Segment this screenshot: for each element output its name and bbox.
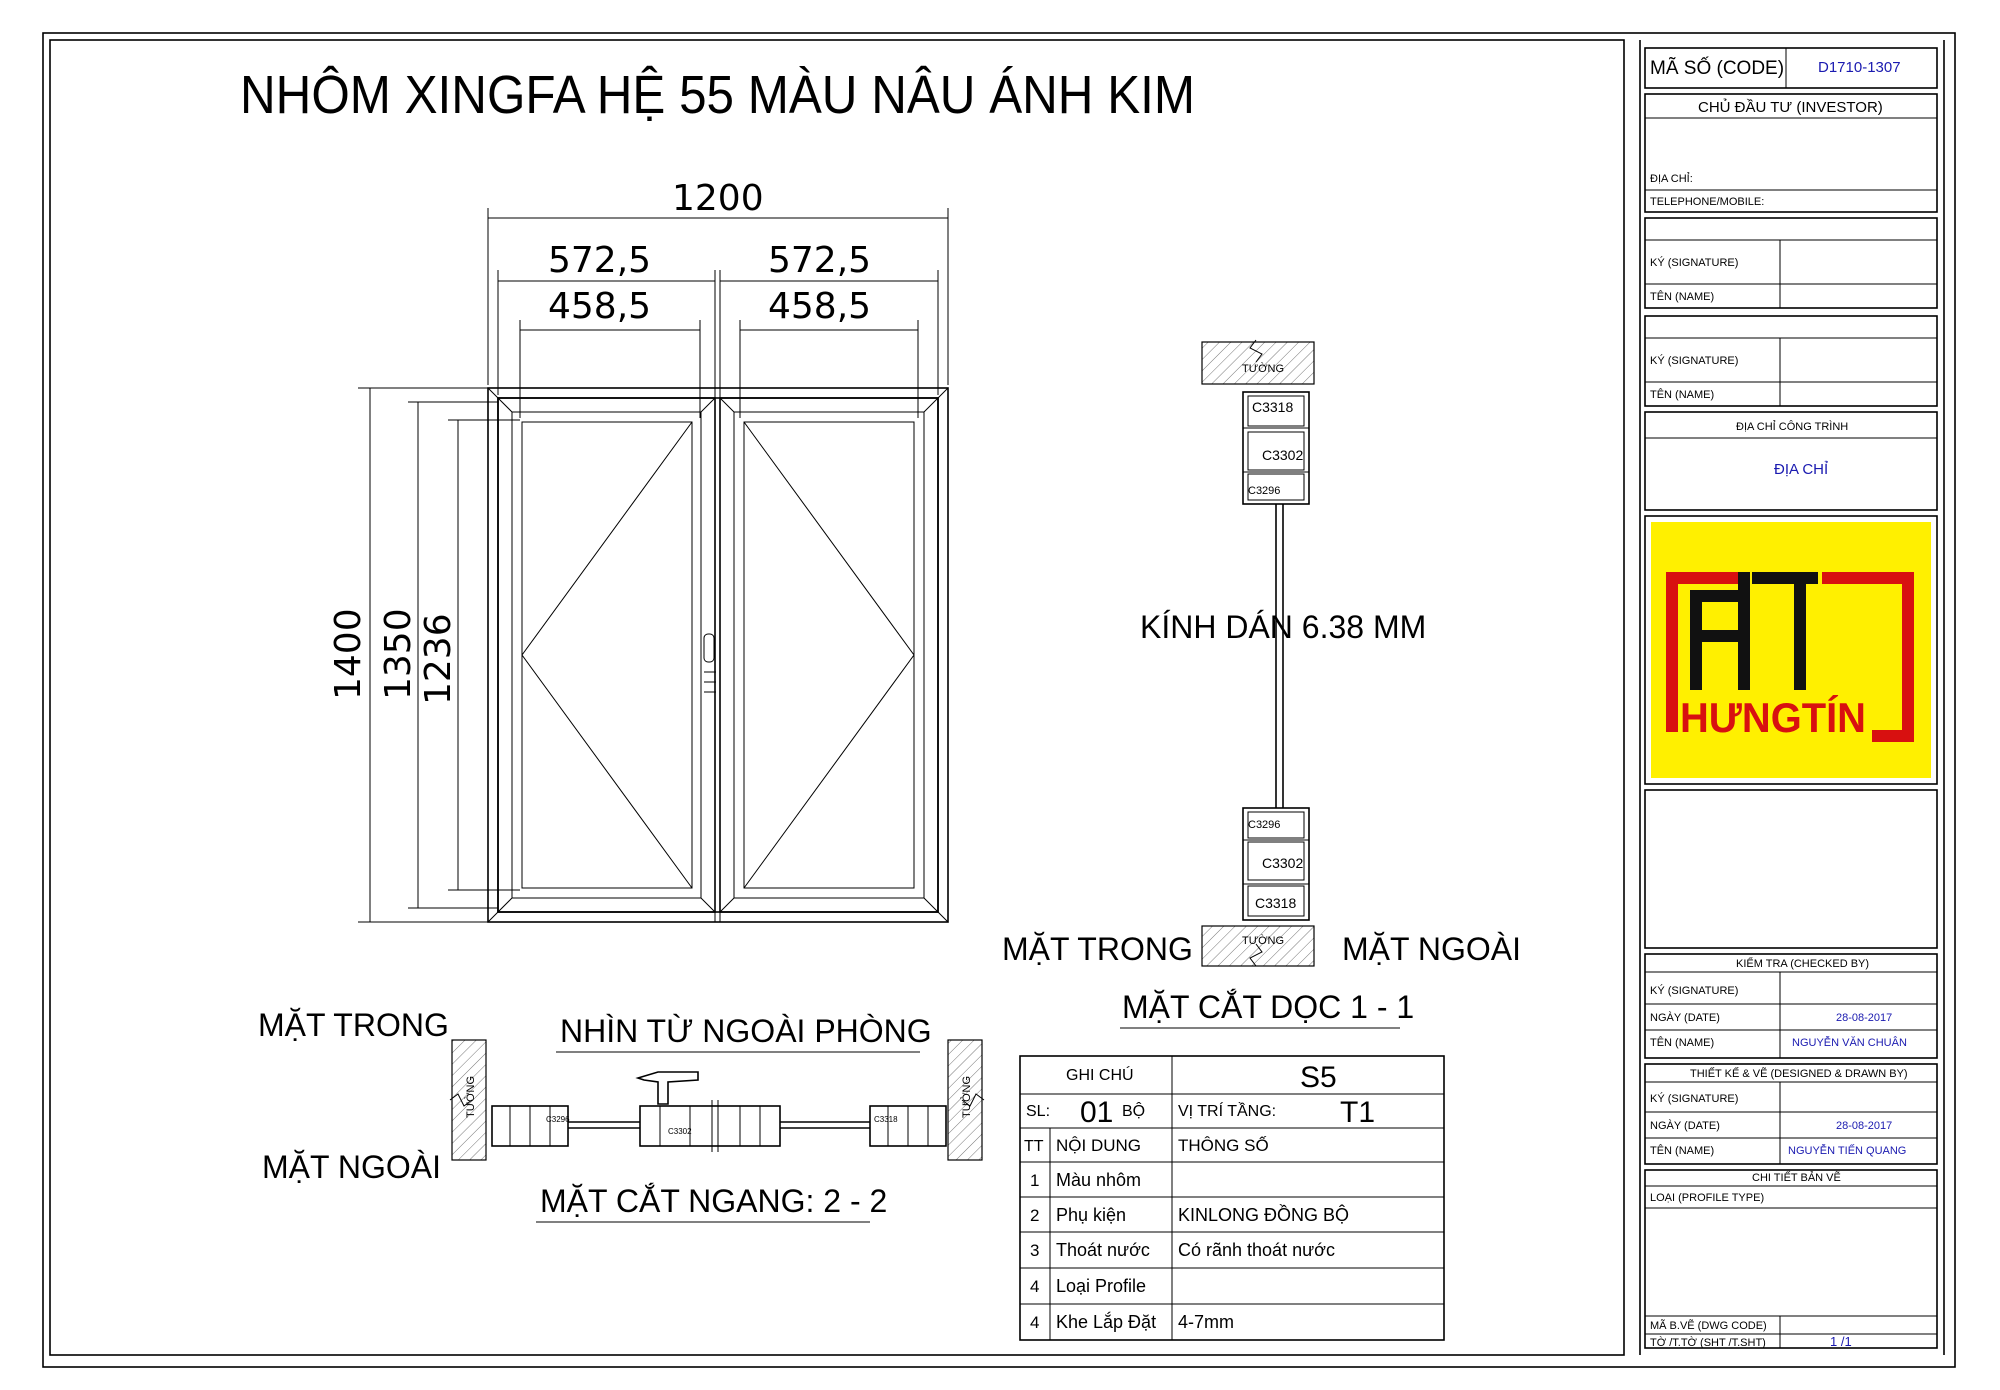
qty-value: 01 (1080, 1096, 1114, 1129)
sheet-label: TỜ /T.TỜ (SHT /T.SHT) (1650, 1337, 1766, 1349)
title-block (1640, 40, 1944, 1355)
profile-type-label: LOẠI (PROFILE TYPE) (1650, 1192, 1765, 1204)
row-no: 4 (1030, 1277, 1040, 1296)
sheet-value: 1 /1 (1830, 1334, 1852, 1349)
dim-overall-height: 1400 (328, 608, 369, 700)
horizontal-section-caption: MẶT CẮT NGANG: 2 - 2 (540, 1183, 888, 1219)
row-no: 2 (1030, 1206, 1040, 1225)
row-param: KINLONG ĐỒNG BỘ (1178, 1205, 1350, 1225)
dim-leaf-width-right: 572,5 (768, 240, 872, 281)
name-label: TÊN (NAME) (1650, 291, 1715, 303)
wall-label-left: TƯỜNG (465, 1075, 477, 1118)
checked-name: NGUYỄN VĂN CHUÂN (1792, 1037, 1907, 1049)
col-no: TT (1024, 1138, 1044, 1155)
inside-label-horizontal: MẶT TRONG (258, 1007, 449, 1043)
profile-bottom-3: C3318 (1255, 895, 1297, 911)
dim-glass-width-right: 458,5 (768, 286, 872, 327)
date-label: NGÀY (DATE) (1650, 1012, 1720, 1024)
project-address-value: ĐỊA CHỈ (1774, 461, 1829, 478)
row-param: Có rãnh thoát nước (1178, 1240, 1335, 1260)
logo-text: HƯNGTÍN (1680, 694, 1866, 741)
dim-overall-width: 1200 (672, 178, 764, 219)
row-content: Loại Profile (1056, 1276, 1147, 1296)
investor-label: CHỦ ĐẦU TƯ (INVESTOR) (1698, 99, 1883, 116)
note-header: GHI CHÚ (1066, 1067, 1134, 1084)
qty-label: SL: (1026, 1103, 1051, 1120)
h-profile-left: C3296 (546, 1115, 570, 1124)
signature-label: KÝ (SIGNATURE) (1650, 355, 1739, 367)
signature-label: KÝ (SIGNATURE) (1650, 985, 1739, 997)
row-param: 4-7mm (1178, 1312, 1235, 1332)
horizontal-section (258, 1007, 984, 1222)
floor-value: T1 (1340, 1096, 1376, 1129)
company-logo (1651, 522, 1931, 778)
dim-glass-width-left: 458,5 (548, 286, 652, 327)
designed-header: THIẾT KẾ & VẼ (DESIGNED & DRAWN BY) (1690, 1068, 1908, 1080)
signature-label: KÝ (SIGNATURE) (1650, 1093, 1739, 1105)
checked-header: KIỂM TRA (CHECKED BY) (1736, 958, 1870, 970)
profile-bottom-1: C3296 (1248, 819, 1281, 831)
row-no: 1 (1030, 1171, 1040, 1190)
phone-label: TELEPHONE/MOBILE: (1650, 196, 1765, 208)
wall-label-bottom: TƯỜNG (1242, 935, 1285, 947)
profile-top-3: C3296 (1248, 485, 1281, 497)
row-content: Khe Lắp Đặt (1056, 1312, 1157, 1332)
vertical-section-caption: MẶT CẮT DỌC 1 - 1 (1122, 989, 1415, 1025)
project-address-label: ĐỊA CHỈ CÔNG TRÌNH (1736, 421, 1849, 433)
profile-bottom-2: C3302 (1262, 855, 1304, 871)
name-label: TÊN (NAME) (1650, 1037, 1715, 1049)
door-code: S5 (1300, 1061, 1337, 1094)
h-profile-center: C3302 (668, 1127, 692, 1136)
designed-name: NGUYỄN TIẾN QUANG (1788, 1145, 1907, 1157)
name-label: TÊN (NAME) (1650, 1145, 1715, 1157)
h-profile-right: C3318 (874, 1115, 898, 1124)
code-label: MÃ SỐ (CODE) (1650, 58, 1785, 79)
vertical-section (1002, 340, 1521, 1028)
row-content: Thoát nước (1056, 1240, 1150, 1260)
inside-label-vertical: MẶT TRONG (1002, 931, 1193, 967)
signature-label: KÝ (SIGNATURE) (1650, 257, 1739, 269)
view-label: NHÌN TỪ NGOÀI PHÒNG (560, 1013, 932, 1049)
glass-label: KÍNH DÁN 6.38 MM (1140, 609, 1427, 645)
profile-top-2: C3302 (1262, 447, 1304, 463)
profile-top-1: C3318 (1252, 399, 1294, 415)
row-content: Màu nhôm (1056, 1170, 1142, 1190)
dim-leaf-width-left: 572,5 (548, 240, 652, 281)
handle-icon (704, 634, 714, 662)
drawing-title: NHÔM XINGFA HỆ 55 MÀU NÂU ÁNH KIM (240, 65, 1195, 125)
col-param: THÔNG SỐ (1178, 1136, 1269, 1155)
row-no: 3 (1030, 1241, 1040, 1260)
door-elevation (328, 178, 948, 922)
code-value: D1710-1307 (1818, 59, 1901, 76)
wall-label-top: TƯỜNG (1242, 363, 1285, 375)
col-content: NỘI DUNG (1056, 1136, 1141, 1155)
wall-label-right: TƯỜNG (961, 1075, 973, 1118)
outside-label-horizontal: MẶT NGOÀI (262, 1149, 441, 1185)
floor-label: VỊ TRÍ TẦNG: (1178, 1103, 1277, 1120)
row-no: 4 (1030, 1313, 1040, 1332)
section-handle-icon (638, 1072, 698, 1104)
row-content: Phụ kiện (1056, 1205, 1127, 1225)
dim-glass-height: 1236 (418, 613, 459, 705)
dim-frame-height: 1350 (378, 608, 419, 700)
date-label: NGÀY (DATE) (1650, 1120, 1720, 1132)
designed-date: 28-08-2017 (1836, 1120, 1893, 1132)
qty-unit: BỘ (1122, 1103, 1146, 1120)
address-label: ĐỊA CHỈ: (1650, 173, 1693, 185)
name-label: TÊN (NAME) (1650, 389, 1715, 401)
outside-label-vertical: MẶT NGOÀI (1342, 931, 1521, 967)
detail-header: CHI TIẾT BẢN VẼ (1752, 1172, 1841, 1184)
dwg-code-label: MÃ B.VẼ (DWG CODE) (1650, 1320, 1767, 1332)
checked-date: 28-08-2017 (1836, 1012, 1893, 1024)
spec-table (1020, 1056, 1444, 1340)
